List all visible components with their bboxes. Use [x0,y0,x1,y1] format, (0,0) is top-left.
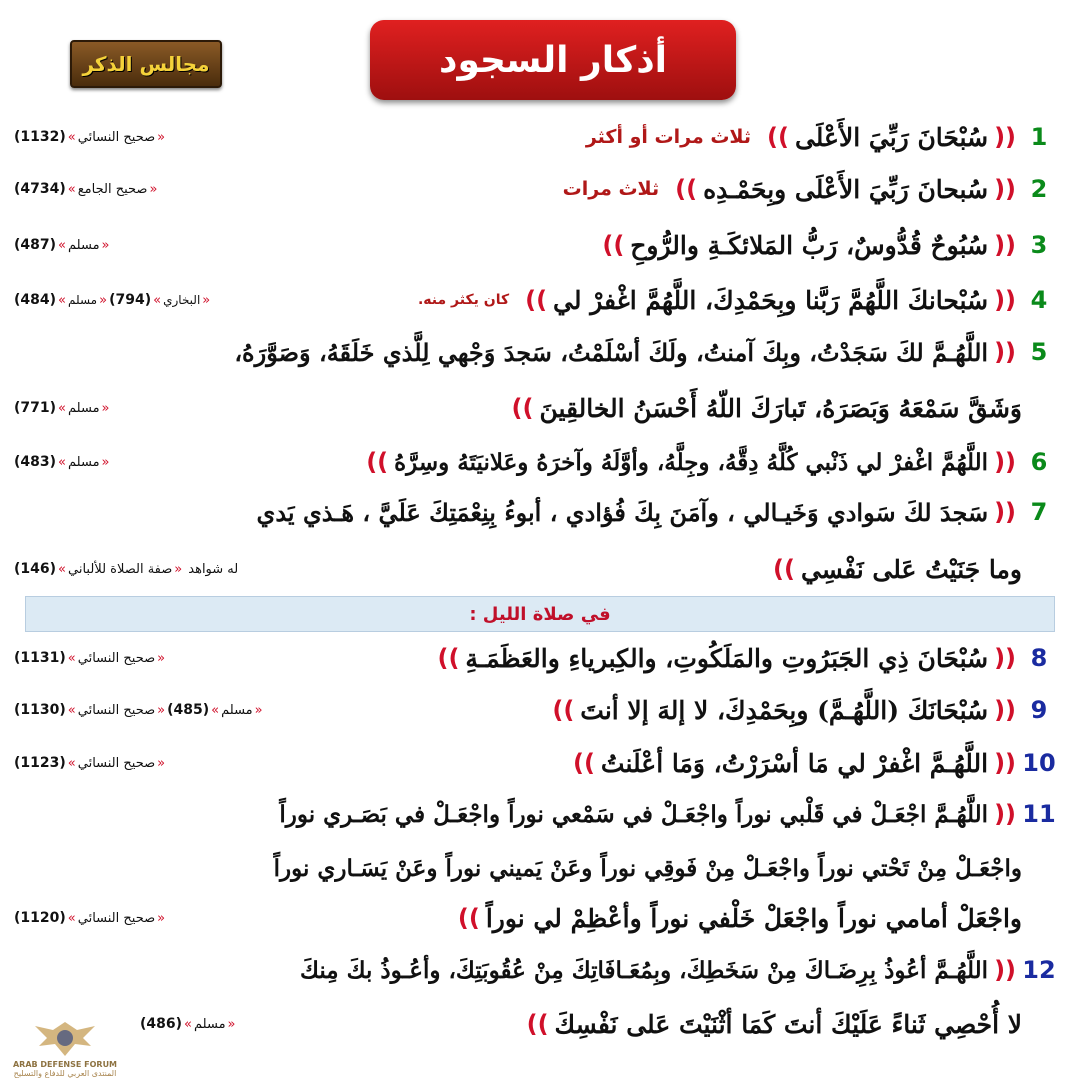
dhikr-text-line-1: اللَّهُـمَّ أعُوذُ بِرِضَـاكَ مِنْ سَخَطِكَ، وبِمُعَـافَاتِكَ مِنْ عُقُوبَتِكَ، وأعُـوذُ بكَ مِنكَ [299,956,989,984]
dhikr-text: سُبْحانكَ اللَّهُمَّ رَبَّنا وبِحَمْدِكَ، اللَّهُمَّ اغْفرْ لي [553,285,989,315]
paren-open: ( [202,702,210,718]
paren-close: ) [14,181,21,197]
site-logo [70,40,222,88]
repeat-note: ثلاث مرات أو أكثر [585,126,751,148]
ref-source: صحيح الجامع [77,181,148,197]
watermark-line-2: المنتدى العربي للدفاع والتسليح [13,1069,117,1078]
dhikr-text-line-1: سَجدَ لكَ سَوادي وَخَيـالي ، وآمَنَ بِكَ فُؤادي ، أبوءُ بِنِعْمَتِكَ عَلَيَّ ، هَـذي يَدي [256,497,989,527]
hadith-reference [14,650,167,666]
dhikr-number: 2 [1030,175,1048,203]
ref-number: 483 [20,454,50,470]
quote-close: » [67,129,76,145]
quote-close: » [58,400,67,416]
quote-close: » [67,650,76,666]
close-bracket: )) [675,175,698,203]
dhikr-number: 6 [1030,448,1048,476]
quote-close: » [58,237,67,253]
quote-close: » [67,181,76,197]
paren-close: ) [14,237,21,253]
open-bracket: (( [994,231,1016,259]
paren-open: ( [59,755,66,771]
ref-source: مسلم [221,702,253,718]
hadith-reference [14,910,167,926]
open-bracket: (( [994,123,1016,151]
close-bracket: )) [525,286,548,314]
dhikr-item-4 [14,281,1056,319]
paren-open: ( [49,400,57,416]
paren-open: ( [144,292,152,308]
close-bracket: )) [437,644,460,672]
dhikr-number: 9 [1030,696,1048,724]
dhikr-text-line-2: واجْعَـلْ مِنْ تَحْتي نوراً واجْعَـلْ مِنْ فَوقِي نوراً وعَنْ يَميني نوراً وعَنْ يَسَـاري نوراً [273,854,1022,882]
quote-open: « [227,1016,236,1032]
dhikr-text: سُبْحَانَكَ (اللَّهُـمَّ) وبِحَمْدِكَ، لا إلهَ إلا أنتَ [580,695,989,725]
paren-open: ( [59,910,66,926]
quote-close: » [67,755,76,771]
paren-open: ( [59,181,66,197]
ref-source: صحيح النسائي [77,755,156,771]
ref-source: مسلم [68,454,100,470]
ref-source: صفة الصلاة للألباني [68,561,173,577]
ref-source: مسلم [194,1016,226,1032]
quote-open: « [202,292,211,308]
ref-number: 1120 [20,910,60,926]
dhikr-number: 12 [1022,956,1056,984]
quote-open: « [101,400,110,416]
paren-close: ) [14,400,21,416]
quote-open: « [157,650,166,666]
dhikr-item-6 [14,442,1056,482]
ref-number: 4734 [20,181,60,197]
dhikr-text: اللَّهُمَّ اغْفرْ لي ذَنْبي كُلَّهُ دِقَّهُ، وجِلَّهُ، وأوَّلَهُ وآخرَهُ وعَلانيَتَهُ وسِرَّهُ [394,448,989,476]
quote-close: » [184,1016,193,1032]
quote-close: » [58,561,67,577]
close-bracket: )) [552,696,575,724]
paren-open: ( [175,1016,183,1032]
hadith-reference [14,400,112,416]
ref-number: 146 [20,561,50,577]
dhikr-number: 7 [1030,498,1048,526]
paren-open: ( [59,129,66,145]
ref-source-2: مسلم [68,293,98,307]
section-label: في صلاة الليل : [469,603,611,625]
quote-close: » [153,292,162,308]
paren-close: ) [14,650,21,666]
paren-close: ) [14,129,21,145]
quote-open: « [149,181,158,197]
paren-close: ) [140,1016,147,1032]
repeat-note: ثلاث مرات [562,178,660,200]
logo-text: مجالس الذكر [82,52,210,76]
dhikr-item-11-cont-2 [14,898,1056,938]
dhikr-number: 10 [1022,749,1056,777]
dhikr-item-10 [14,743,1056,783]
open-bracket: (( [994,749,1016,777]
close-bracket: )) [572,749,595,777]
forum-watermark [0,992,130,1078]
dhikr-item-11-cont [14,848,1056,888]
close-bracket: )) [767,123,789,151]
dhikr-text: سُبْحَانَ ذِي الجَبَرُوتِ والمَلَكُوتِ، والكِبرياءِ والعَظَمَـةِ [465,643,989,673]
hadith-reference [14,561,238,577]
dhikr-item-12 [14,950,1056,990]
ref-source-2: صحيح النسائي [77,702,156,718]
ref-number-2: 484 [20,292,50,308]
ref-source: مسلم [68,400,100,416]
paren-open: ( [59,650,66,666]
ref-number: 1132 [20,129,60,145]
dhikr-item-3 [14,226,1056,264]
paren-open: ( [59,702,66,718]
open-bracket: (( [994,696,1016,724]
paren-close: ) [167,702,174,718]
dhikr-number: 11 [1022,800,1056,828]
close-bracket: )) [773,555,795,583]
dhikr-text-line-3: واجْعَلْ أمامي نوراً واجْعَلْ خَلْفي نوراً وأعْظِمْ لي نوراً [485,903,1022,933]
dhikr-text: اللَّهُـمَّ اغْفرْ لي مَا أسْرَرْتُ، وَمَا أعْلَنتُ [600,748,989,778]
quote-open: « [157,910,166,926]
open-bracket: (( [994,286,1016,314]
ref-prefix: له شواهد [188,561,239,577]
paren-close: ) [14,454,21,470]
paren-open: ( [49,454,57,470]
ref-source: صحيح النسائي [77,129,156,145]
dhikr-item-7 [14,492,1056,532]
page-title: أذكار السجود [439,39,668,81]
paren-close: ) [14,755,21,771]
dhikr-number: 1 [1030,123,1048,151]
dhikr-item-8 [14,638,1056,678]
paren-open: ( [49,237,57,253]
quote-open: « [254,702,263,718]
ref-number-2: 1130 [20,702,60,718]
paren-close: ) [14,910,21,926]
dhikr-item-9 [14,690,1056,730]
dhikr-item-12-cont [140,1004,1056,1044]
hadith-reference [14,702,265,718]
ref-number: 485 [173,702,203,718]
ref-number: 794 [115,292,145,308]
quote-open: « [101,454,110,470]
watermark-line-1: ARAB DEFENSE FORUM [12,1060,118,1069]
dhikr-item-1 [14,118,1056,156]
hadith-reference [140,1016,238,1032]
quote-open: « [99,292,108,308]
dhikr-text-line-1: اللَّهُـمَّ لكَ سَجَدْتُ، وبِكَ آمنتُ، ولَكَ أسْلَمْتُ، سَجدَ وَجْهي لِلَّذي خَلَقَهُ، وَصَوَّرَهُ، [234,337,989,367]
ref-source: مسلم [68,237,100,253]
quote-open: « [157,702,166,718]
ref-source: صحيح النسائي [77,910,156,926]
quote-close: » [67,702,76,718]
ref-source: صحيح النسائي [77,650,156,666]
quote-open: « [174,561,183,577]
paren-close: ) [109,292,116,308]
close-bracket: )) [602,231,625,259]
close-bracket: )) [457,904,480,932]
dhikr-text-line-2: لا أُحْصِي ثَناءً عَلَيْكَ أنتَ كَمَا أثْنَيْتَ عَلى نَفْسِكَ [554,1009,1022,1039]
open-bracket: (( [994,338,1016,366]
quote-open: « [157,129,166,145]
dhikr-text: سُبحانَ رَبِّيَ الأَعْلَى وبِحَمْـدِه [703,174,989,204]
hadith-reference [14,755,167,771]
dhikr-text-line-2: وَشَقَّ سَمْعَهُ وَبَصَرَهُ، تَبارَكَ اللّهُ أَحْسَنُ الخالقِينَ [539,393,1022,423]
quote-close: » [67,910,76,926]
open-bracket: (( [994,956,1016,984]
dhikr-item-11 [14,794,1056,834]
paren-open: ( [49,561,57,577]
page-title-banner [370,20,736,100]
frequency-note: كان يكثر منه. [417,292,510,308]
hadith-reference [14,454,112,470]
dhikr-item-5-cont [14,388,1056,428]
eagle-emblem-icon [33,1016,97,1060]
open-bracket: (( [994,175,1016,203]
quote-open: « [101,237,110,253]
open-bracket: (( [994,498,1016,526]
close-bracket: )) [366,448,389,476]
dhikr-item-5 [14,332,1056,372]
quote-close: » [211,702,220,718]
dhikr-text: سُبُوحٌ قُدُّوسٌ، رَبُّ المَلائكَـةِ والرُّوحِ [630,230,989,260]
paren-close: ) [14,702,21,718]
dhikr-number: 3 [1030,231,1048,259]
dhikr-text-line-2: وما جَنَيْتُ عَلى نَفْسِي [800,554,1022,584]
night-prayer-section-header [25,596,1055,632]
paren-close: ) [14,292,21,308]
ref-number: 486 [146,1016,176,1032]
dhikr-item-2 [14,170,1056,208]
quote-close: » [58,292,67,308]
paren-open: ( [49,292,57,308]
close-bracket: )) [526,1010,549,1038]
ref-number: 1123 [20,755,60,771]
ref-number: 1131 [20,650,60,666]
hadith-reference [14,237,112,253]
dhikr-number: 5 [1030,338,1048,366]
open-bracket: (( [994,448,1016,476]
dhikr-text-line-1: اللَّهُـمَّ اجْعَـلْ في قَلْبي نوراً واجْعَـلْ في سَمْعي نوراً واجْعَـلْ في بَصَـري نوراً [279,800,989,828]
ref-number: 771 [20,400,50,416]
open-bracket: (( [994,800,1016,828]
quote-close: » [58,454,67,470]
dhikr-number: 4 [1030,286,1048,314]
close-bracket: )) [511,394,534,422]
ref-source: البخاري [163,293,201,307]
dhikr-text: سُبْحَانَ رَبِّيَ الأَعْلَى [794,122,989,152]
ref-number: 487 [20,237,50,253]
hadith-reference [14,129,167,145]
quote-open: « [157,755,166,771]
dhikr-item-7-cont [14,549,1056,589]
paren-close: ) [14,561,21,577]
hadith-reference [14,181,159,197]
dhikr-number: 8 [1030,644,1048,672]
hadith-reference [14,292,212,308]
open-bracket: (( [994,644,1016,672]
